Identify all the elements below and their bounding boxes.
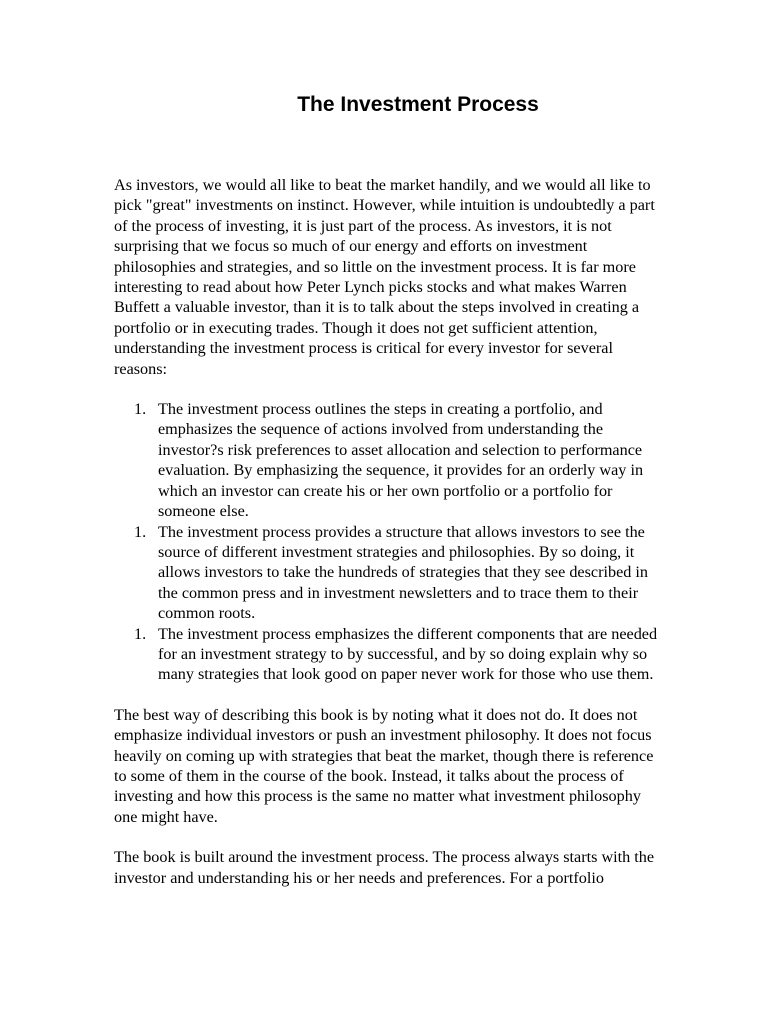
book-structure-paragraph: The book is built around the investment process. The process always starts with the investor and understanding his or her needs and preferences. For a portfolio <box>114 848 655 887</box>
list-item-text: The investment process outlines the steps in creating a portfolio, and emphasizes the sequence of actions involved from understanding the investor?s risk preferences to asset allocation and selection to performance evaluation. By emphasizing the sequence, it provides for an orderly way in which an investor can create his or her own portfolio or a portfolio for someone else. <box>158 400 644 521</box>
list-item-number: 1. <box>134 522 147 541</box>
reasons-list <box>114 399 662 685</box>
list-item-number: 1. <box>134 400 147 419</box>
document-body <box>114 175 662 908</box>
list-item <box>114 522 662 624</box>
page-title: The Investment Process <box>297 93 539 116</box>
book-description-paragraph: The best way of describing this book is by noting what it does not do. It does not emphasize individual investors or push an investment philosophy. It does not focus heavily on coming up with strategies that beat the market, though there is reference to some of them in the course of the book. Instead, it talks about the process of investing and how this process is the same no matter what investment philosophy one might have. <box>114 705 654 826</box>
list-item <box>114 399 662 521</box>
list-item <box>114 624 662 685</box>
list-item-number: 1. <box>134 624 147 643</box>
list-item-text: The investment process emphasizes the different components that are needed for an investment strategy to by successful, and by so doing explain why so many strategies that look good on paper never work for those who use them. <box>158 624 658 684</box>
intro-paragraph: As investors, we would all like to beat the market handily, and we would all like to pick "great" investments on instinct. However, while intuition is undoubtedly a part of the process of investing, it is just part of the process. As investors, it is not surprising that we focus so much of our energy and efforts on investment philosophies and strategies, and so little on the investment process. It is far more interesting to read about how Peter Lynch picks stocks and what makes Warren Buffett a valuable investor, than it is to talk about the steps involved in creating a portfolio or in executing trades. Though it does not get sufficient attention, understanding the investment process is critical for every investor for several reasons: <box>114 176 655 378</box>
list-item-text: The investment process provides a structure that allows investors to see the source of different investment strategies and philosophies. By so doing, it allows investors to take the hundreds of strategies that they see described in the common press and in investment newsletters and to trace them to their common roots. <box>158 522 648 623</box>
